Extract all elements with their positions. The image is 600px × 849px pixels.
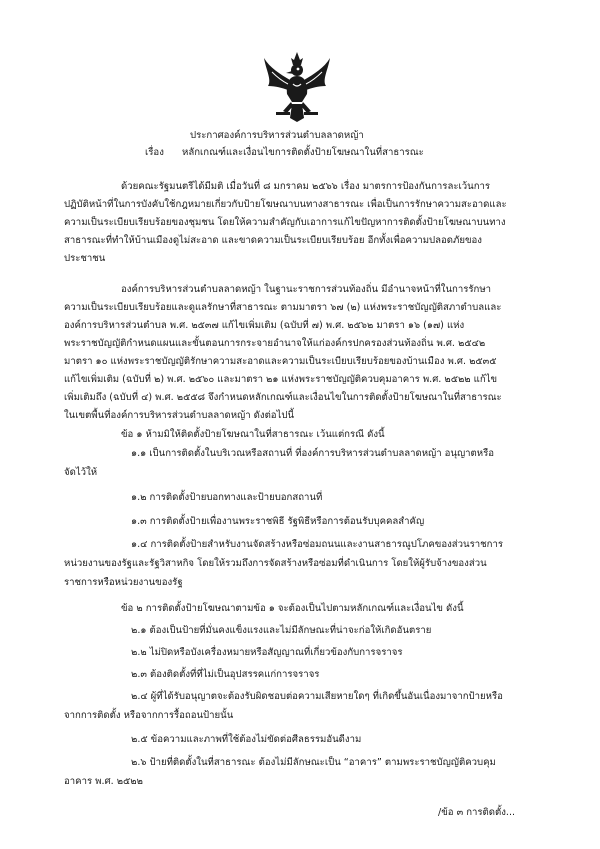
clause-2-item: ๒.๕ ข้อความและภาพที่ใช้ต้องไม่ขัดต่อศีลธรรมอันดีงาม (131, 734, 362, 745)
preamble-line: ประชาชน (64, 253, 106, 264)
authority-line: ในเขตพื้นที่องค์การบริหารส่วนตำบลลาดหญ้า ดังต่อไปนี้ (64, 410, 295, 421)
authority-line: องค์การบริหารส่วนตำบล พ.ศ. ๒๕๓๗ แก้ไขเพิ่มเติม (ฉบับที่ ๗) พ.ศ. ๒๕๖๒ มาตรา ๑๖ (๑๗) แห่ง (64, 320, 465, 331)
clause-2-item: ๒.๑ ต้องเป็นป้ายที่มั่นคงแข็งแรงและไม่มีลักษณะที่น่าจะก่อให้เกิดอันตราย (131, 625, 432, 636)
authority-line: มาตรา ๑๐ แห่งพระราชบัญญัติรักษาความสะอาดและความเป็นระเบียบเรียบร้อยของบ้านเมือง พ.ศ. ๒๕๓๕ (64, 356, 497, 367)
clause-1-item: หน่วยงานของรัฐและรัฐวิสาหกิจ โดยให้รวมถึงการจัดสร้างหรือซ่อมที่ดำเนินการ โดยให้ผู้รับจ้างของส่วน (64, 558, 487, 569)
clause-2-item: ๒.๒ ไม่ปิดหรือบังเครื่องหมายหรือสัญญาณที่เกี่ยวข้องกับการจราจร (131, 647, 403, 658)
clause-1-item: ราชการหรือหน่วยงานของรัฐ (64, 577, 183, 588)
clause-1-item: ๑.๑ เป็นการติดตั้งในบริเวณหรือสถานที่ ที่องค์การบริหารส่วนตำบลลาดหญ้า อนุญาตหรือ (131, 448, 495, 459)
preamble-line: สาธารณะที่ทำให้บ้านเมืองดูไม่สะอาด และขาดความเป็นระเบียบเรียบร้อย อีกทั้งเพื่อความปลอดภัยของ (64, 235, 482, 246)
clause-2-item: ๒.๔ ผู้ที่ได้รับอนุญาตจะต้องรับผิดชอบต่อความเสียหายใดๆ ที่เกิดขึ้นอันเนื่องมาจากป้ายหรือ (131, 691, 503, 702)
preamble-line: ความเป็นระเบียบเรียบร้อยของชุมชน โดยให้ความสำคัญกับเอาการแก้ไขปัญหาการติดตั้งป้ายโฆษณาบนทาง (64, 217, 506, 228)
subject-text: หลักเกณฑ์และเงื่อนไขการติดตั้งป้ายโฆษณาในที่สาธารณะ (182, 147, 424, 158)
clause-2-heading: ข้อ ๒ การติดตั้งป้ายโฆษณาตามข้อ ๑ จะต้องเป็นไปตามหลักเกณฑ์และเงื่อนไข ดังนี้ (121, 603, 464, 614)
clause-2-item: อาคาร พ.ศ. ๒๕๒๒ (64, 776, 143, 787)
garuda-emblem-icon (262, 50, 332, 124)
continuation-note: /ข้อ ๓ การติดตั้ง... (438, 807, 516, 818)
clause-2-item: จากการติดตั้ง หรือจากการรื้อถอนป้ายนั้น (64, 710, 234, 721)
clause-2-item: ๒.๖ ป้ายที่ติดตั้งในที่สาธารณะ ต้องไม่มีลักษณะเป็น “อาคาร” ตามพระราชบัญญัติควบคุม (131, 757, 496, 768)
clause-1-item: ๑.๓ การติดตั้งป้ายเพื่องานพระราชพิธี รัฐพิธีหรือการต้อนรับบุคคลสำคัญ (131, 516, 425, 527)
clause-1-item: ๑.๔ การติดตั้งป้ายสำหรับงานจัดสร้างหรือซ่อมถนนและงานสาธารณูปโภคของส่วนราชการ (131, 539, 503, 550)
authority-line: เพิ่มเติมถึง (ฉบับที่ ๔) พ.ศ. ๒๕๕๘ จึงกำหนดหลักเกณฑ์และเงื่อนไขในการติดตั้งป้ายโฆษณาในที่สาธารณะ (64, 392, 502, 403)
authority-line: ความเป็นระเบียบเรียบร้อยและดูแลรักษาที่สาธารณะ ตามมาตรา ๖๗ (๒) แห่งพระราชบัญญัติสภาตำบลและ (64, 302, 502, 313)
authority-line: พระราชบัญญัติกำหนดแผนและขั้นตอนการกระจายอำนาจให้แก่องค์กรปกครองส่วนท้องถิ่น พ.ศ. ๒๕๔๒ (64, 338, 486, 349)
authority-line: องค์การบริหารส่วนตำบลลาดหญ้า ในฐานะราชการส่วนท้องถิ่น มีอำนาจหน้าที่ในการรักษา (121, 284, 492, 295)
preamble-line: ปฏิบัติหน้าที่ในการบังคับใช้กฎหมายเกี่ยวกับป้ายโฆษณาบนทางสาธารณะ เพื่อเป็นการรักษาความสะอาดและ (64, 199, 507, 210)
clause-1-heading: ข้อ ๑ ห้ามมิให้ติดตั้งป้ายโฆษณาในที่สาธารณะ เว้นแต่กรณี ดังนี้ (121, 429, 385, 440)
announcement-title: ประกาศองค์การบริหารส่วนตำบลลาดหญ้า (190, 130, 364, 141)
subject-label: เรื่อง (145, 147, 164, 158)
clause-2-item: ๒.๓ ต้องติดตั้งที่ที่ไม่เป็นอุปสรรคแก่การจราจร (131, 669, 320, 680)
authority-line: แก้ไขเพิ่มเติม (ฉบับที่ ๒) พ.ศ. ๒๕๖๐ และมาตรา ๒๑ แห่งพระราชบัญญัติควบคุมอาคาร พ.ศ. ๒๕๒๒ แก้ไข (64, 374, 498, 385)
clause-1-item: ๑.๒ การติดตั้งป้ายบอกทางและป้ายบอกสถานที่ (131, 492, 323, 503)
clause-1-item: จัดไว้ให้ (64, 467, 98, 478)
preamble-line: ด้วยคณะรัฐมนตรีได้มีมติ เมื่อวันที่ ๘ มกราคม ๒๕๖๖ เรื่อง มาตรการป้องกันการละเว้นการ (121, 181, 491, 192)
